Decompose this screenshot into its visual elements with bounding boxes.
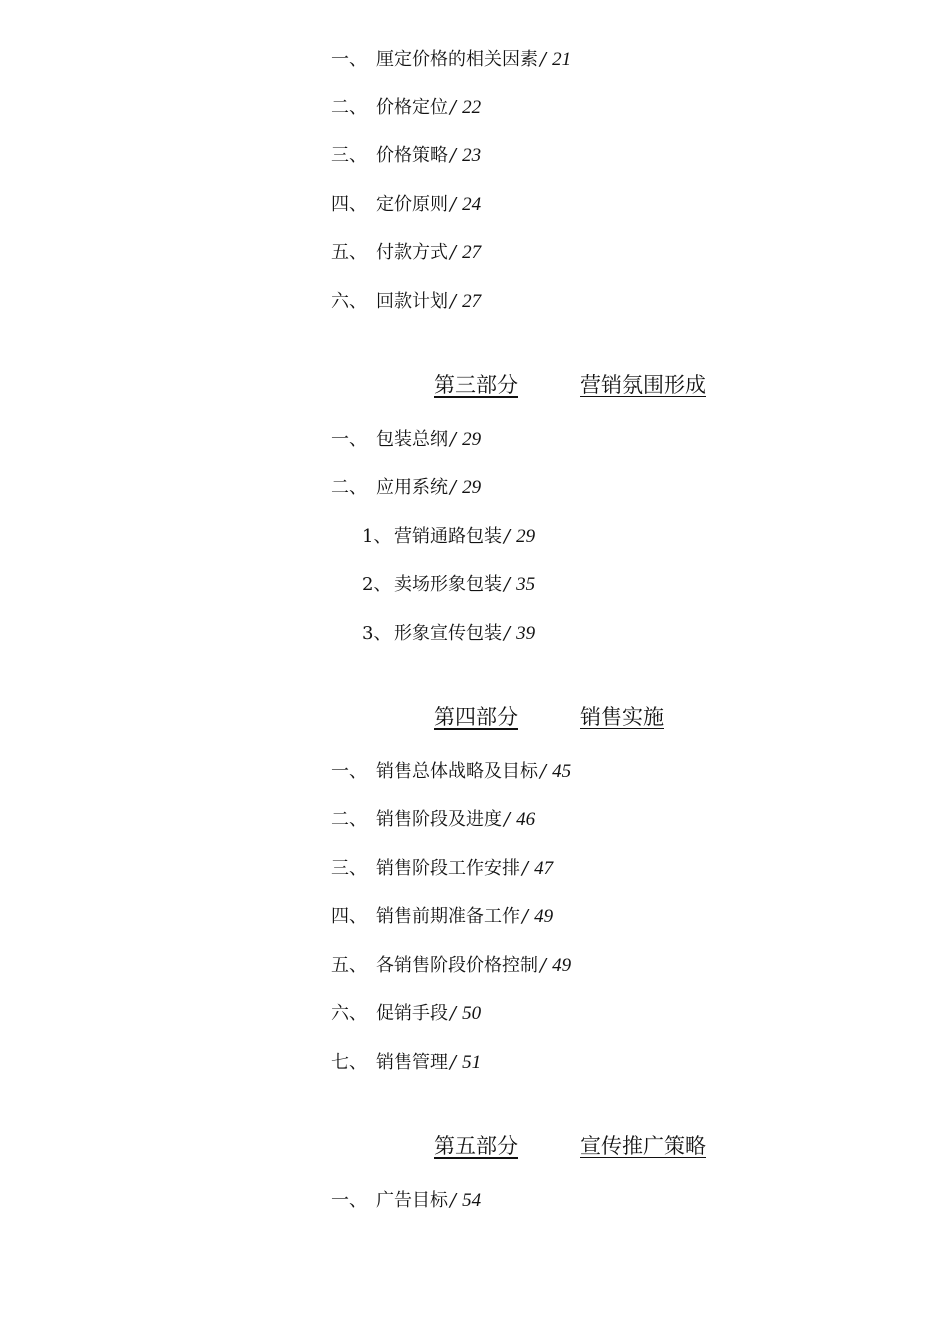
entry-page-number: 22: [462, 97, 482, 118]
section-title: 销售实施: [580, 705, 664, 729]
entry-title: 厘定价格的相关因素: [376, 49, 538, 70]
toc-subentry[interactable]: [362, 573, 535, 597]
entry-number: 五、: [331, 955, 367, 976]
toc-entry[interactable]: [331, 808, 535, 832]
toc-entry[interactable]: [331, 905, 553, 929]
entry-title: 销售总体战略及目标: [376, 761, 538, 782]
entry-separator: /: [450, 1003, 457, 1024]
section-heading[interactable]: [434, 1132, 706, 1160]
entry-title: 各销售阶段价格控制: [376, 955, 538, 976]
entry-number: 七、: [331, 1052, 367, 1073]
entry-number: 二、: [331, 97, 367, 118]
entry-number: 四、: [331, 906, 367, 927]
toc-subentry[interactable]: [362, 622, 535, 646]
entry-page-number: 51: [462, 1052, 482, 1073]
entry-number: 二、: [331, 809, 367, 830]
entry-page-number: 29: [462, 429, 482, 450]
entry-separator: /: [504, 526, 511, 547]
entry-separator: /: [504, 623, 511, 644]
entry-title: 价格定位: [376, 97, 448, 118]
entry-separator: /: [450, 477, 457, 498]
entry-title: 付款方式: [376, 242, 448, 263]
entry-number: 2、: [362, 574, 392, 595]
toc-entry[interactable]: [331, 1051, 481, 1075]
entry-page-number: 29: [462, 477, 482, 498]
toc-entry[interactable]: [331, 241, 481, 265]
entry-number: 一、: [331, 1190, 367, 1211]
entry-page-number: 39: [516, 623, 536, 644]
section-title: 宣传推广策略: [580, 1134, 706, 1158]
entry-number: 六、: [331, 291, 367, 312]
entry-title: 销售前期准备工作: [376, 906, 520, 927]
entry-title: 包装总纲: [376, 429, 448, 450]
entry-number: 三、: [331, 145, 367, 166]
toc-entry[interactable]: [331, 1002, 481, 1026]
entry-title: 卖场形象包装: [394, 574, 502, 595]
entry-title: 应用系统: [376, 477, 448, 498]
entry-page-number: 27: [462, 291, 482, 312]
entry-number: 四、: [331, 194, 367, 215]
toc-entry[interactable]: [331, 96, 481, 120]
entry-number: 1、: [362, 526, 392, 547]
entry-number: 一、: [331, 429, 367, 450]
toc-entry[interactable]: [331, 193, 481, 217]
entry-title: 广告目标: [376, 1190, 448, 1211]
entry-number: 3、: [362, 623, 392, 644]
entry-title: 营销通路包装: [394, 526, 502, 547]
entry-separator: /: [450, 97, 457, 118]
entry-number: 二、: [331, 477, 367, 498]
entry-page-number: 23: [462, 145, 482, 166]
entry-separator: /: [450, 1052, 457, 1073]
entry-page-number: 21: [552, 49, 572, 70]
toc-entry[interactable]: [331, 476, 481, 500]
entry-number: 三、: [331, 858, 367, 879]
toc-entry[interactable]: [331, 48, 571, 72]
entry-title: 销售管理: [376, 1052, 448, 1073]
entry-separator: /: [450, 1190, 457, 1211]
entry-separator: /: [522, 906, 529, 927]
entry-title: 定价原则: [376, 194, 448, 215]
entry-number: 六、: [331, 1003, 367, 1024]
entry-number: 一、: [331, 49, 367, 70]
entry-page-number: 50: [462, 1003, 482, 1024]
entry-separator: /: [504, 809, 511, 830]
entry-separator: /: [450, 429, 457, 450]
entry-separator: /: [540, 49, 547, 70]
section-part-label: 第四部分: [434, 705, 518, 729]
entry-page-number: 49: [552, 955, 572, 976]
section-heading[interactable]: [434, 371, 706, 399]
entry-page-number: 35: [516, 574, 536, 595]
entry-separator: /: [450, 145, 457, 166]
section-part-label: 第三部分: [434, 373, 518, 397]
entry-separator: /: [540, 955, 547, 976]
section-heading[interactable]: [434, 703, 664, 731]
entry-page-number: 47: [534, 858, 554, 879]
entry-page-number: 54: [462, 1190, 482, 1211]
entry-separator: /: [540, 761, 547, 782]
section-title: 营销氛围形成: [580, 373, 706, 397]
toc-entry[interactable]: [331, 144, 481, 168]
entry-title: 价格策略: [376, 145, 448, 166]
entry-title: 销售阶段及进度: [376, 809, 502, 830]
entry-page-number: 46: [516, 809, 536, 830]
toc-entry[interactable]: [331, 760, 571, 784]
toc-entry[interactable]: [331, 1189, 481, 1213]
section-part-label: 第五部分: [434, 1134, 518, 1158]
entry-number: 五、: [331, 242, 367, 263]
entry-page-number: 49: [534, 906, 554, 927]
entry-title: 促销手段: [376, 1003, 448, 1024]
entry-separator: /: [450, 242, 457, 263]
toc-entry[interactable]: [331, 428, 481, 452]
entry-title: 回款计划: [376, 291, 448, 312]
toc-entry[interactable]: [331, 290, 481, 314]
toc-entry[interactable]: [331, 857, 553, 881]
entry-separator: /: [522, 858, 529, 879]
entry-title: 销售阶段工作安排: [376, 858, 520, 879]
entry-page-number: 45: [552, 761, 572, 782]
entry-page-number: 27: [462, 242, 482, 263]
entry-page-number: 29: [516, 526, 536, 547]
toc-entry[interactable]: [331, 954, 571, 978]
entry-number: 一、: [331, 761, 367, 782]
entry-separator: /: [504, 574, 511, 595]
entry-title: 形象宣传包装: [394, 623, 502, 644]
entry-page-number: 24: [462, 194, 482, 215]
toc-subentry[interactable]: [362, 525, 535, 549]
entry-separator: /: [450, 291, 457, 312]
entry-separator: /: [450, 194, 457, 215]
